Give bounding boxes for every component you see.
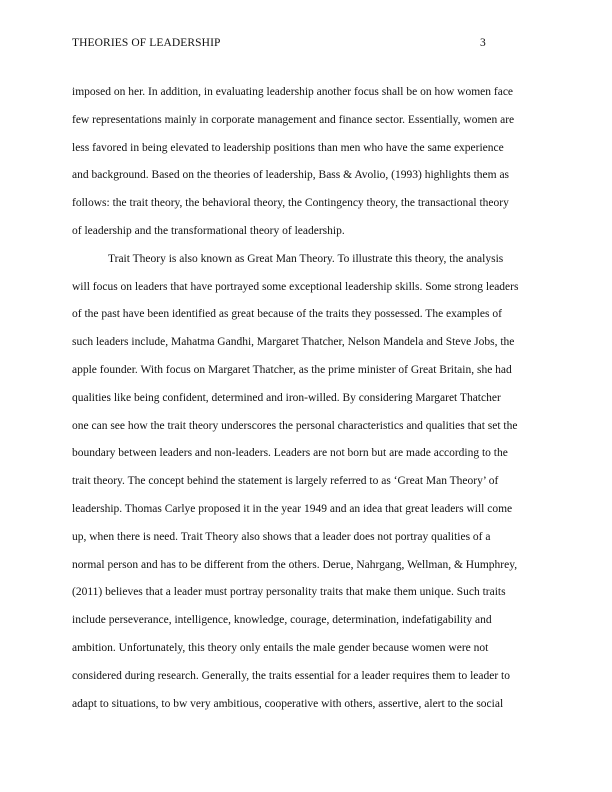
body-text xyxy=(72,82,544,721)
text-line: qualities like being confident, determined and iron-willed. By considering Margaret Thatcher xyxy=(72,391,501,404)
text-line: adapt to situations, to bw very ambitious, cooperative with others, assertive, alert to the social xyxy=(72,697,504,710)
text-line: will focus on leaders that have portrayed some exceptional leadership skills. Some strong leaders xyxy=(72,280,519,293)
paragraph xyxy=(72,82,544,249)
text-line: one can see how the trait theory underscores the personal characteristics and qualities that set the xyxy=(72,419,518,432)
text-line: follows: the trait theory, the behavioral theory, the Contingency theory, the transactional theory xyxy=(72,197,509,210)
text-line: less favored in being elevated to leadership positions than men who have the same experience xyxy=(72,141,504,154)
text-line: up, when there is need. Trait Theory also shows that a leader does not portray qualities of a xyxy=(72,530,491,543)
page-number: 3 xyxy=(480,37,486,49)
text-line: boundary between leaders and non-leaders. Leaders are not born but are made according to the xyxy=(72,447,508,460)
text-line: leadership. Thomas Carlye proposed it in the year 1949 and an idea that great leaders will come xyxy=(72,502,513,515)
text-line: few representations mainly in corporate management and finance sector. Essentially, women are xyxy=(72,113,515,126)
text-line: normal person and has to be different from the others. Derue, Nahrgang, Wellman, & Humphrey, xyxy=(72,558,518,571)
text-line: apple founder. With focus on Margaret Thatcher, as the prime minister of Great Britain, she had xyxy=(72,363,512,376)
text-line: and background. Based on the theories of leadership, Bass & Avolio, (1993) highlights them as xyxy=(72,169,510,182)
text-line: considered during research. Generally, the traits essential for a leader requires them to leader to xyxy=(72,669,510,682)
text-line: include perseverance, intelligence, knowledge, courage, determination, indefatigability and xyxy=(72,614,492,627)
text-line: Trait Theory is also known as Great Man Theory. To illustrate this theory, the analysis xyxy=(108,252,504,265)
text-line: ambition. Unfortunately, this theory only entails the male gender because women were not xyxy=(72,641,489,654)
text-line: trait theory. The concept behind the statement is largely referred to as ‘Great Man Theory’ of xyxy=(72,475,499,488)
text-line: of the past have been identified as great because of the traits they possessed. The examples of xyxy=(72,308,502,321)
text-line: imposed on her. In addition, in evaluating leadership another focus shall be on how women face xyxy=(72,86,514,98)
text-line: such leaders include, Mahatma Gandhi, Margaret Thatcher, Nelson Mandela and Steve Jobs, the xyxy=(72,336,515,349)
text-line: (2011) believes that a leader must portray personality traits that make them unique. Such traits xyxy=(72,586,506,599)
text-line: of leadership and the transformational theory of leadership. xyxy=(72,224,345,237)
paragraph xyxy=(72,249,544,722)
header-title: THEORIES OF LEADERSHIP xyxy=(72,37,221,49)
